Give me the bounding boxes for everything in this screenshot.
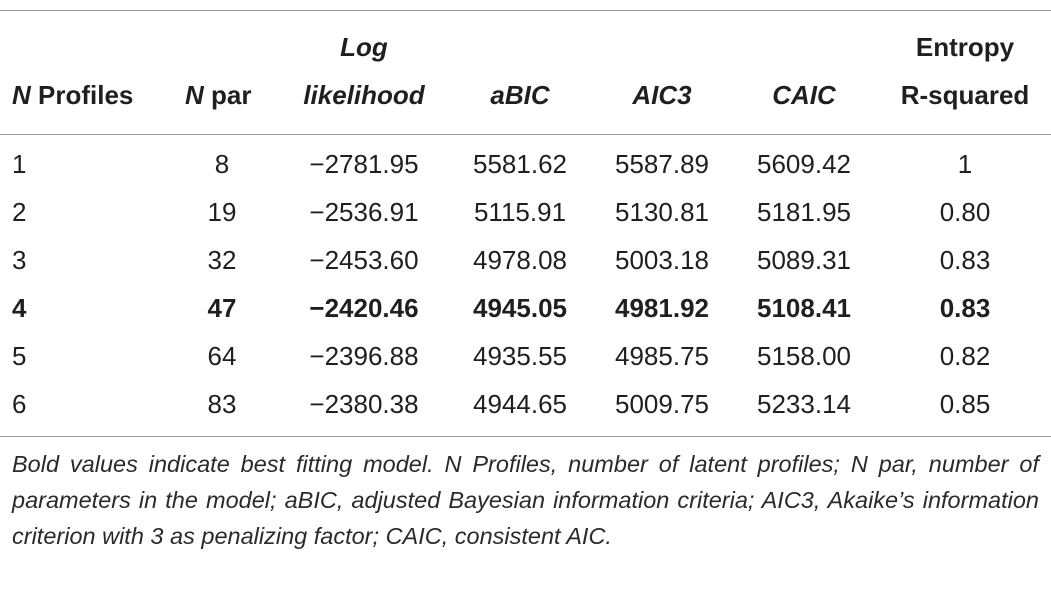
cell-abic: 4935.55: [473, 341, 567, 371]
cell-aic3: 5009.75: [615, 389, 709, 419]
table-row: [0, 236, 1051, 284]
header-log-text: Log: [340, 32, 388, 62]
cell-entropy: 1: [957, 149, 973, 179]
cell-entropy: 0.83: [939, 245, 991, 275]
table-row: [0, 332, 1051, 380]
cell-aic3: 5003.18: [615, 245, 709, 275]
header-n-par-text: par: [203, 80, 252, 110]
cell-n-par: 64: [207, 341, 237, 371]
cell-abic: 5581.62: [473, 149, 567, 179]
table-header-rule: [0, 134, 1051, 135]
cell-abic: 4944.65: [473, 389, 567, 419]
header-r-squared: R-squared: [900, 80, 1030, 110]
cell-caic: 5089.31: [757, 245, 851, 275]
cell-n-profiles: 1: [12, 149, 27, 179]
cell-entropy: 0.83: [939, 293, 991, 323]
cell-aic3: 4981.92: [615, 293, 709, 323]
table-row-best: [0, 284, 1051, 332]
cell-log-likelihood: −2380.38: [309, 389, 419, 419]
cell-log-likelihood: −2536.91: [309, 197, 419, 227]
table-footnote: Bold values indicate best fitting model. N Profiles, number of latent profiles; N par, number of parameters in the model; aBIC, adjusted Bayesian information criteria; AIC3, Akaike’s information criterion with 3 as penalizing factor; CAIC, consistent AIC.: [12, 451, 1039, 549]
cell-caic: 5609.42: [757, 149, 851, 179]
cell-n-par: 19: [207, 197, 237, 227]
cell-n-profiles: 4: [12, 293, 27, 323]
cell-caic: 5233.14: [757, 389, 851, 419]
header-n-profiles-italic: N: [12, 80, 31, 110]
cell-abic: 4978.08: [473, 245, 567, 275]
header-caic-text: CAIC: [772, 80, 836, 110]
header-likelihood: [298, 77, 430, 113]
cell-abic: 5115.91: [473, 197, 567, 227]
cell-log-likelihood: −2781.95: [309, 149, 419, 179]
header-n-par-italic: N: [185, 80, 204, 110]
header-n-par: [185, 77, 251, 113]
cell-abic: 4945.05: [473, 293, 567, 323]
table-bottom-rule: [0, 436, 1051, 437]
cell-caic: 5108.41: [757, 293, 851, 323]
cell-aic3: 5130.81: [615, 197, 709, 227]
cell-log-likelihood: −2396.88: [309, 341, 419, 371]
cell-entropy: 0.85: [939, 389, 991, 419]
header-likelihood-text: likelihood: [303, 80, 425, 110]
cell-n-profiles: 6: [12, 389, 27, 419]
cell-n-profiles: 2: [12, 197, 27, 227]
cell-aic3: 5587.89: [615, 149, 709, 179]
cell-n-par: 8: [214, 149, 230, 179]
cell-n-par: 83: [207, 389, 237, 419]
header-n-profiles: [12, 77, 133, 113]
table-row: [0, 188, 1051, 236]
header-log: [298, 29, 430, 65]
cell-n-profiles: 3: [12, 245, 27, 275]
cell-log-likelihood: −2453.60: [309, 245, 419, 275]
cell-caic: 5158.00: [757, 341, 851, 371]
table-row: [0, 140, 1051, 188]
header-caic: [750, 77, 858, 113]
cell-caic: 5181.95: [757, 197, 851, 227]
header-aic3-text: AIC3: [632, 80, 692, 110]
header-n-profiles-text: Profiles: [30, 80, 134, 110]
cell-n-profiles: 5: [12, 341, 27, 371]
table-row: [0, 380, 1051, 428]
table-top-rule: [0, 10, 1051, 11]
cell-entropy: 0.82: [939, 341, 991, 371]
header-entropy: Entropy: [915, 32, 1015, 62]
cell-entropy: 0.80: [939, 197, 991, 227]
cell-log-likelihood: −2420.46: [309, 293, 419, 323]
cell-n-par: 47: [207, 293, 237, 323]
cell-n-par: 32: [207, 245, 237, 275]
header-aic3: [608, 77, 716, 113]
header-abic-text: aBIC: [490, 80, 550, 110]
cell-aic3: 4985.75: [615, 341, 709, 371]
header-abic: [466, 77, 574, 113]
